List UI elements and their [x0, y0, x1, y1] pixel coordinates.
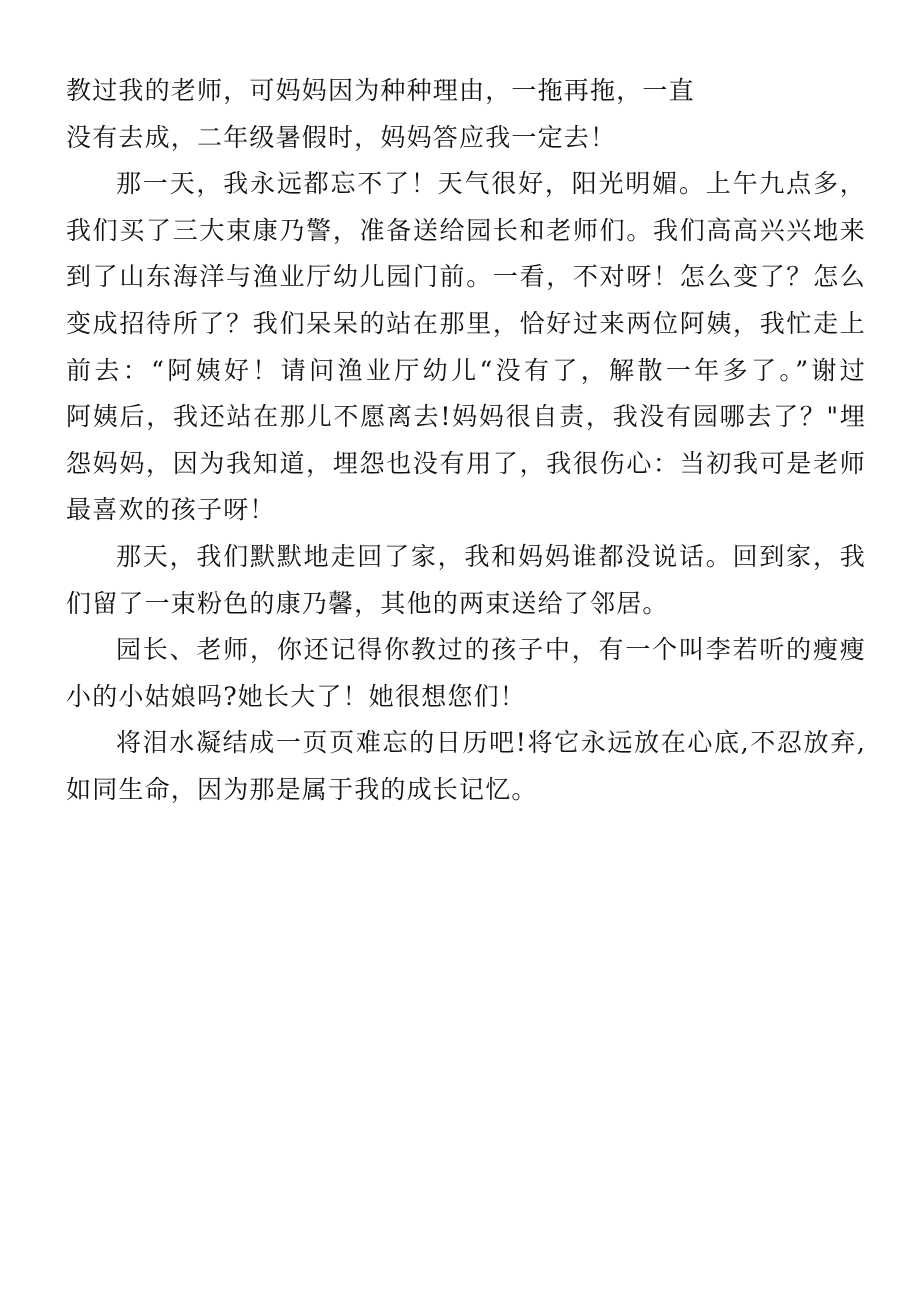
text-line: 阿姨后，我还站在那儿不愿离去!妈妈很自责，我没有园哪去了？"埋	[66, 402, 866, 432]
paragraph-start-line: 园长、老师，你还记得你教过的孩子中，有一个叫李若听的瘦瘦	[116, 635, 866, 665]
text-line: 我们买了三大束康乃警，准备送给园长和老师们。我们高高兴兴地来	[66, 215, 866, 245]
text-line: 到了山东海洋与渔业厅幼儿园门前。一看，不对呀！怎么变了？怎么	[66, 262, 866, 292]
essay-text	[66, 68, 866, 814]
text-line: 怨妈妈，因为我知道，埋怨也没有用了，我很伤心：当初我可是老师	[66, 448, 866, 478]
text-line: 最喜欢的孩子呀！	[66, 495, 276, 525]
text-line: 如同生命，因为那是属于我的成长记忆。	[66, 774, 538, 804]
paragraph-start-line: 那一天，我永远都忘不了！天气很好，阳光明媚。上午九点多，	[116, 169, 866, 199]
text-line: 没有去成，二年级暑假时，妈妈答应我一定去！	[66, 122, 617, 152]
text-line: 小的小姑娘吗?她长大了！她很想您们！	[66, 681, 527, 711]
text-line: 变成招待所了？我们呆呆的站在那里，恰好过来两位阿姨，我忙走上	[66, 308, 866, 338]
paragraph-start-line: 将泪水凝结成一页页难忘的日历吧!将它永远放在心底,不忍放弃,	[116, 728, 866, 758]
paragraph-start-line: 那天，我们默默地走回了家，我和妈妈谁都没说话。回到家，我	[116, 541, 866, 571]
text-line: 前去：“阿姨好！请问渔业厅幼儿“没有了，解散一年多了。”谢过	[66, 355, 866, 385]
text-line: 们留了一束粉色的康乃馨，其他的两束送给了邻居。	[66, 588, 669, 618]
text-line: 教过我的老师，可妈妈因为种种理由，一拖再拖，一直	[66, 76, 695, 105]
